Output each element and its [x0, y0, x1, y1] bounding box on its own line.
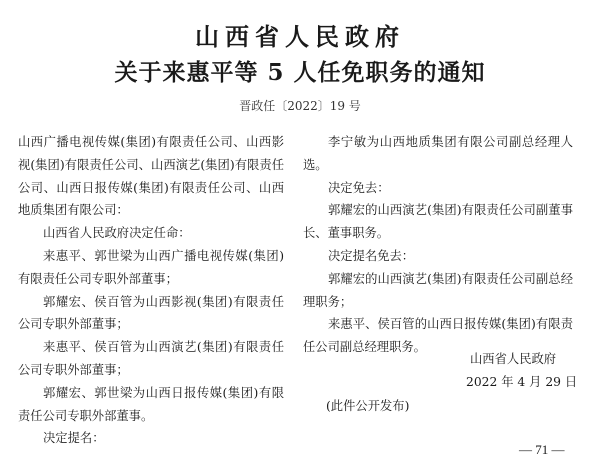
paragraph-appointment-1: 来惠平、郭世梁为山西广播电视传媒(集团)有限责任公司专职外部董事；: [18, 248, 284, 286]
right-column: [303, 131, 573, 359]
paragraph-decision-appoint: 山西省人民政府决定任命：: [43, 226, 191, 241]
left-column: [18, 131, 284, 450]
paragraph-removal-1: 郭耀宏的山西演艺(集团)有限责任公司副董事长、董事职务。: [303, 203, 573, 241]
paragraph-appointment-3: 来惠平、侯百管为山西演艺(集团)有限责任公司专职外部董事；: [18, 340, 284, 377]
paragraph-appointment-2: 郭耀宏、侯百管为山西影视(集团)有限责任公司专职外部董事；: [18, 294, 284, 332]
document-title-subject: 关于来惠平等 5 人任免职务的通知: [114, 59, 486, 86]
publication-note: (此件公开发布): [326, 399, 410, 413]
document-number: 晋政任〔2022〕19 号: [239, 99, 361, 113]
paragraph-appointment-4: 郭耀宏、郭世梁为山西日报传媒(集团)有限责任公司专职外部董事。: [18, 385, 284, 423]
addressee-paragraph: 山西广播电视传媒(集团)有限责任公司、山西影视(集团)有限责任公司、山西演艺(集团)有限责任公司、山西日报传媒(集团)有限责任公司、山西地质集团有限公司：: [18, 135, 284, 218]
paragraph-nominated-removal-1: 郭耀宏的山西演艺(集团)有限责任公司副总经理职务；: [303, 271, 573, 309]
paragraph-nomination-1: 李宁敏为山西地质集团有限公司副总经理人选。: [303, 135, 573, 172]
signature-date: 2022 年 4 月 29 日: [466, 375, 578, 389]
document-title-issuer: 山西省人民政府: [195, 22, 405, 51]
paragraph-decision-remove: 决定免去：: [328, 180, 390, 195]
page-number: — 71 —: [519, 442, 565, 457]
paragraph-decision-nominate: 决定提名：: [43, 431, 105, 446]
paragraph-nominated-removal-2: 来惠平、侯百管的山西日报传媒(集团)有限责任公司副总经理职务。: [303, 317, 573, 355]
signature-organization: 山西省人民政府: [470, 352, 557, 366]
paragraph-decision-nominate-remove: 决定提名免去：: [328, 248, 415, 263]
